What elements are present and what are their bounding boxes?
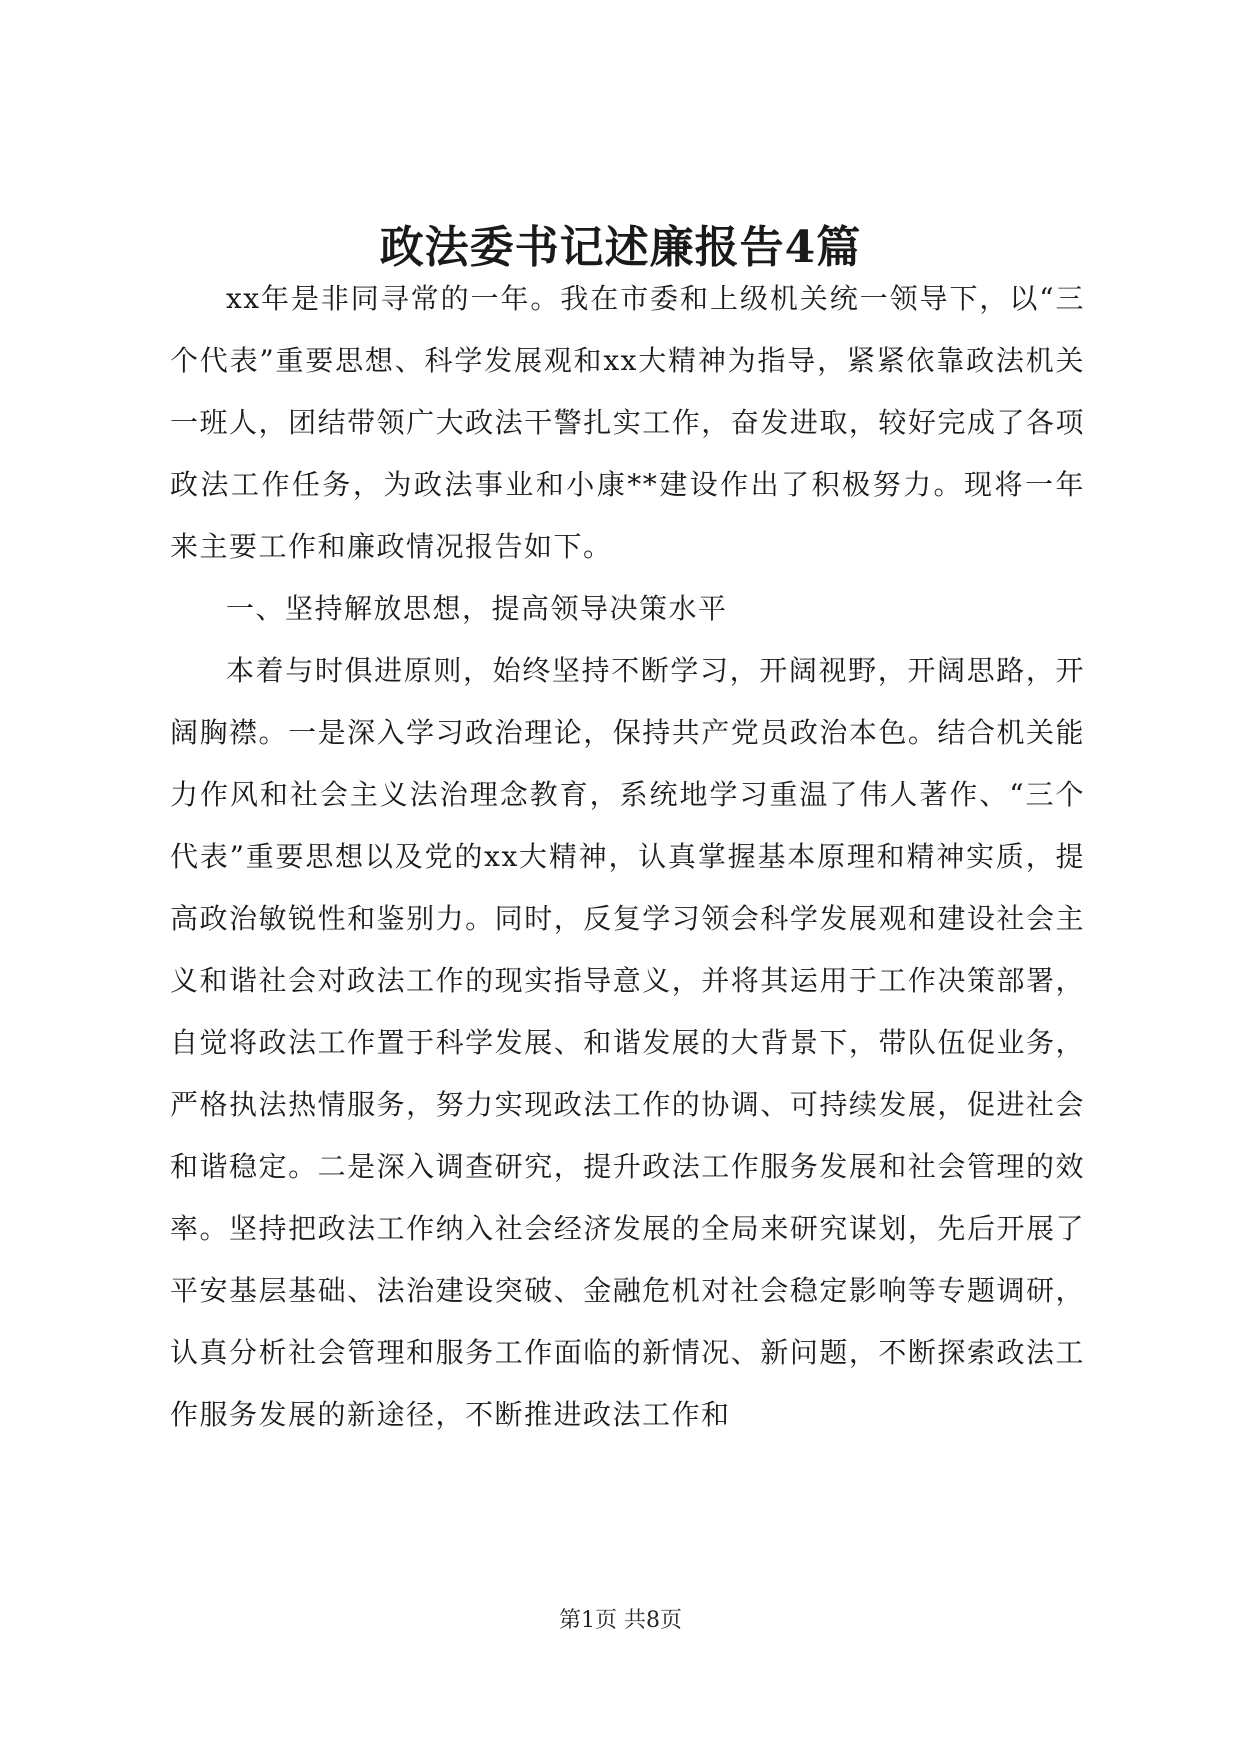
section-heading: 一、坚持解放思想，提高领导决策水平: [226, 592, 728, 625]
paragraph-section-one: 本着与时俱进原则，始终坚持不断学习，开阔视野，开阔思路，开阔胸襟。一是深入学习政治理论，保持共产党员政治本色。结合机关能力作风和社会主义法治理念教育，系统地学习重温了伟人著作、“三个代表”重要思想以及党的xx大精神，认真掌握基本原理和精神实质，提高政治敏锐性和鉴别力。同时，反复学习领会科学发展观和建设社会主义和谐社会对政法工作的现实指导意义，并将其运用于工作决策部署，自觉将政法工作置于科学发展、和谐发展的大背景下，带队伍促业务，严格执法热情服务，努力实现政法工作的协调、可持续发展，促进社会和谐稳定。二是深入调查研究，提升政法工作服务发展和社会管理的效率。坚持把政法工作纳入社会经济发展的全局来研究谋划，先后开展了平安基层基础、法治建设突破、金融危机对社会稳定影响等专题调研，认真分析社会管理和服务工作面临的新情况、新问题，不断探索政法工作服务发展的新途径，不断推进政法工作和: [170, 654, 1085, 1431]
page-number: 第1页 共8页: [559, 1608, 682, 1633]
paragraph-intro: xx年是非同寻常的一年。我在市委和上级机关统一领导下，以“三个代表”重要思想、科学发展观和xx大精神为指导，紧紧依靠政法机关一班人，团结带领广大政法干警扎实工作，奋发进取，较好完成了各项政法工作任务，为政法事业和小康**建设作出了积极努力。现将一年来主要工作和廉政情况报告如下。: [170, 282, 1085, 563]
document-title: 政法委书记述廉报告4篇: [379, 222, 862, 273]
document-body: [170, 268, 1085, 1446]
